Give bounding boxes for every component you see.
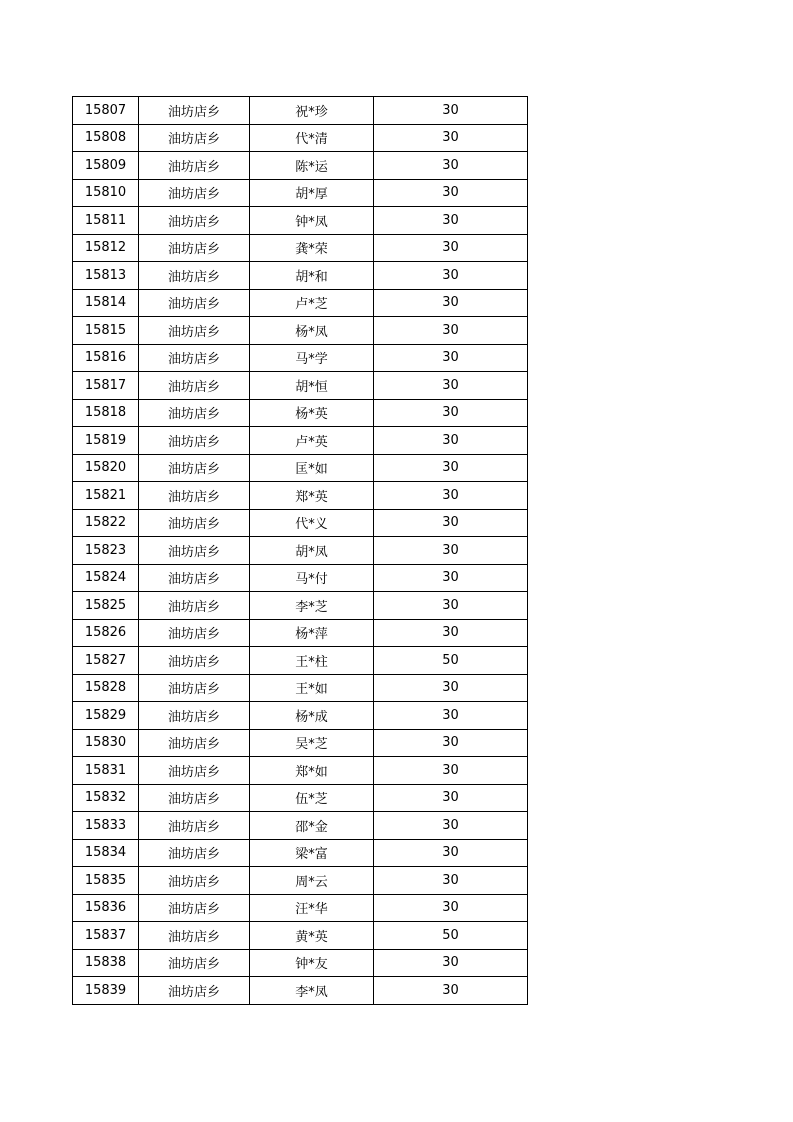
table-row: [73, 179, 528, 207]
amount-cell: 30: [374, 207, 528, 235]
amount-cell: 30: [374, 949, 528, 977]
township-cell: 油坊店乡: [139, 839, 250, 867]
amount-cell: 30: [374, 894, 528, 922]
row-number-cell: 15813: [73, 262, 139, 290]
row-number-cell: 15834: [73, 839, 139, 867]
row-number-cell: 15817: [73, 372, 139, 400]
name-cell: 李*凤: [250, 977, 374, 1005]
row-number-cell: 15807: [73, 97, 139, 125]
amount-cell: 30: [374, 619, 528, 647]
name-cell: 李*芝: [250, 592, 374, 620]
table-row: [73, 564, 528, 592]
name-cell: 杨*成: [250, 702, 374, 730]
township-cell: 油坊店乡: [139, 592, 250, 620]
document-page: [72, 96, 528, 1005]
township-cell: 油坊店乡: [139, 564, 250, 592]
row-number-cell: 15827: [73, 647, 139, 675]
row-number-cell: 15811: [73, 207, 139, 235]
roster-table-body: [73, 97, 528, 1005]
name-cell: 马*学: [250, 344, 374, 372]
row-number-cell: 15821: [73, 482, 139, 510]
table-row: [73, 317, 528, 345]
table-row: [73, 97, 528, 125]
amount-cell: 30: [374, 674, 528, 702]
amount-cell: 30: [374, 234, 528, 262]
row-number-cell: 15825: [73, 592, 139, 620]
amount-cell: 30: [374, 317, 528, 345]
row-number-cell: 15839: [73, 977, 139, 1005]
township-cell: 油坊店乡: [139, 399, 250, 427]
township-cell: 油坊店乡: [139, 234, 250, 262]
name-cell: 胡*和: [250, 262, 374, 290]
amount-cell: 30: [374, 784, 528, 812]
table-row: [73, 894, 528, 922]
row-number-cell: 15828: [73, 674, 139, 702]
township-cell: 油坊店乡: [139, 372, 250, 400]
row-number-cell: 15831: [73, 757, 139, 785]
name-cell: 陈*运: [250, 152, 374, 180]
township-cell: 油坊店乡: [139, 207, 250, 235]
row-number-cell: 15815: [73, 317, 139, 345]
name-cell: 梁*富: [250, 839, 374, 867]
row-number-cell: 15809: [73, 152, 139, 180]
township-cell: 油坊店乡: [139, 867, 250, 895]
name-cell: 匡*如: [250, 454, 374, 482]
table-row: [73, 619, 528, 647]
amount-cell: 30: [374, 152, 528, 180]
table-row: [73, 674, 528, 702]
township-cell: 油坊店乡: [139, 427, 250, 455]
amount-cell: 30: [374, 592, 528, 620]
township-cell: 油坊店乡: [139, 509, 250, 537]
table-row: [73, 839, 528, 867]
township-cell: 油坊店乡: [139, 262, 250, 290]
amount-cell: 30: [374, 564, 528, 592]
township-cell: 油坊店乡: [139, 454, 250, 482]
name-cell: 祝*珍: [250, 97, 374, 125]
name-cell: 龚*荣: [250, 234, 374, 262]
name-cell: 杨*英: [250, 399, 374, 427]
row-number-cell: 15816: [73, 344, 139, 372]
row-number-cell: 15814: [73, 289, 139, 317]
township-cell: 油坊店乡: [139, 729, 250, 757]
table-row: [73, 509, 528, 537]
row-number-cell: 15832: [73, 784, 139, 812]
name-cell: 邵*金: [250, 812, 374, 840]
table-row: [73, 867, 528, 895]
name-cell: 王*柱: [250, 647, 374, 675]
name-cell: 胡*厚: [250, 179, 374, 207]
name-cell: 杨*凤: [250, 317, 374, 345]
amount-cell: 30: [374, 482, 528, 510]
amount-cell: 30: [374, 812, 528, 840]
township-cell: 油坊店乡: [139, 674, 250, 702]
township-cell: 油坊店乡: [139, 289, 250, 317]
row-number-cell: 15819: [73, 427, 139, 455]
amount-cell: 30: [374, 537, 528, 565]
row-number-cell: 15838: [73, 949, 139, 977]
row-number-cell: 15808: [73, 124, 139, 152]
name-cell: 胡*凤: [250, 537, 374, 565]
township-cell: 油坊店乡: [139, 179, 250, 207]
township-cell: 油坊店乡: [139, 784, 250, 812]
table-row: [73, 234, 528, 262]
township-cell: 油坊店乡: [139, 537, 250, 565]
name-cell: 黄*英: [250, 922, 374, 950]
row-number-cell: 15829: [73, 702, 139, 730]
name-cell: 代*清: [250, 124, 374, 152]
township-cell: 油坊店乡: [139, 124, 250, 152]
amount-cell: 30: [374, 399, 528, 427]
row-number-cell: 15836: [73, 894, 139, 922]
table-row: [73, 289, 528, 317]
name-cell: 卢*芝: [250, 289, 374, 317]
row-number-cell: 15837: [73, 922, 139, 950]
table-row: [73, 124, 528, 152]
amount-cell: 30: [374, 509, 528, 537]
amount-cell: 30: [374, 454, 528, 482]
amount-cell: 30: [374, 179, 528, 207]
name-cell: 周*云: [250, 867, 374, 895]
row-number-cell: 15824: [73, 564, 139, 592]
amount-cell: 30: [374, 372, 528, 400]
amount-cell: 30: [374, 729, 528, 757]
amount-cell: 30: [374, 427, 528, 455]
table-row: [73, 647, 528, 675]
name-cell: 马*付: [250, 564, 374, 592]
table-row: [73, 949, 528, 977]
amount-cell: 30: [374, 289, 528, 317]
township-cell: 油坊店乡: [139, 482, 250, 510]
amount-cell: 50: [374, 647, 528, 675]
table-row: [73, 399, 528, 427]
township-cell: 油坊店乡: [139, 757, 250, 785]
table-row: [73, 454, 528, 482]
row-number-cell: 15826: [73, 619, 139, 647]
name-cell: 代*义: [250, 509, 374, 537]
township-cell: 油坊店乡: [139, 977, 250, 1005]
township-cell: 油坊店乡: [139, 894, 250, 922]
table-row: [73, 729, 528, 757]
name-cell: 钟*凤: [250, 207, 374, 235]
township-cell: 油坊店乡: [139, 152, 250, 180]
name-cell: 王*如: [250, 674, 374, 702]
amount-cell: 30: [374, 97, 528, 125]
name-cell: 汪*华: [250, 894, 374, 922]
table-row: [73, 344, 528, 372]
name-cell: 卢*英: [250, 427, 374, 455]
table-row: [73, 784, 528, 812]
amount-cell: 30: [374, 702, 528, 730]
row-number-cell: 15830: [73, 729, 139, 757]
name-cell: 杨*萍: [250, 619, 374, 647]
amount-cell: 30: [374, 124, 528, 152]
table-row: [73, 922, 528, 950]
row-number-cell: 15810: [73, 179, 139, 207]
row-number-cell: 15822: [73, 509, 139, 537]
roster-table: [72, 96, 528, 1005]
table-row: [73, 812, 528, 840]
table-row: [73, 482, 528, 510]
table-row: [73, 757, 528, 785]
table-row: [73, 702, 528, 730]
table-row: [73, 427, 528, 455]
name-cell: 吴*芝: [250, 729, 374, 757]
row-number-cell: 15823: [73, 537, 139, 565]
row-number-cell: 15835: [73, 867, 139, 895]
row-number-cell: 15818: [73, 399, 139, 427]
township-cell: 油坊店乡: [139, 812, 250, 840]
amount-cell: 30: [374, 867, 528, 895]
township-cell: 油坊店乡: [139, 647, 250, 675]
table-row: [73, 592, 528, 620]
amount-cell: 30: [374, 977, 528, 1005]
name-cell: 钟*友: [250, 949, 374, 977]
township-cell: 油坊店乡: [139, 619, 250, 647]
table-row: [73, 977, 528, 1005]
amount-cell: 30: [374, 839, 528, 867]
table-row: [73, 372, 528, 400]
name-cell: 胡*恒: [250, 372, 374, 400]
township-cell: 油坊店乡: [139, 317, 250, 345]
table-row: [73, 207, 528, 235]
name-cell: 郑*英: [250, 482, 374, 510]
township-cell: 油坊店乡: [139, 702, 250, 730]
table-row: [73, 152, 528, 180]
amount-cell: 30: [374, 344, 528, 372]
township-cell: 油坊店乡: [139, 97, 250, 125]
row-number-cell: 15820: [73, 454, 139, 482]
table-row: [73, 262, 528, 290]
amount-cell: 50: [374, 922, 528, 950]
name-cell: 郑*如: [250, 757, 374, 785]
amount-cell: 30: [374, 262, 528, 290]
township-cell: 油坊店乡: [139, 922, 250, 950]
row-number-cell: 15833: [73, 812, 139, 840]
table-row: [73, 537, 528, 565]
row-number-cell: 15812: [73, 234, 139, 262]
township-cell: 油坊店乡: [139, 344, 250, 372]
name-cell: 伍*芝: [250, 784, 374, 812]
township-cell: 油坊店乡: [139, 949, 250, 977]
amount-cell: 30: [374, 757, 528, 785]
